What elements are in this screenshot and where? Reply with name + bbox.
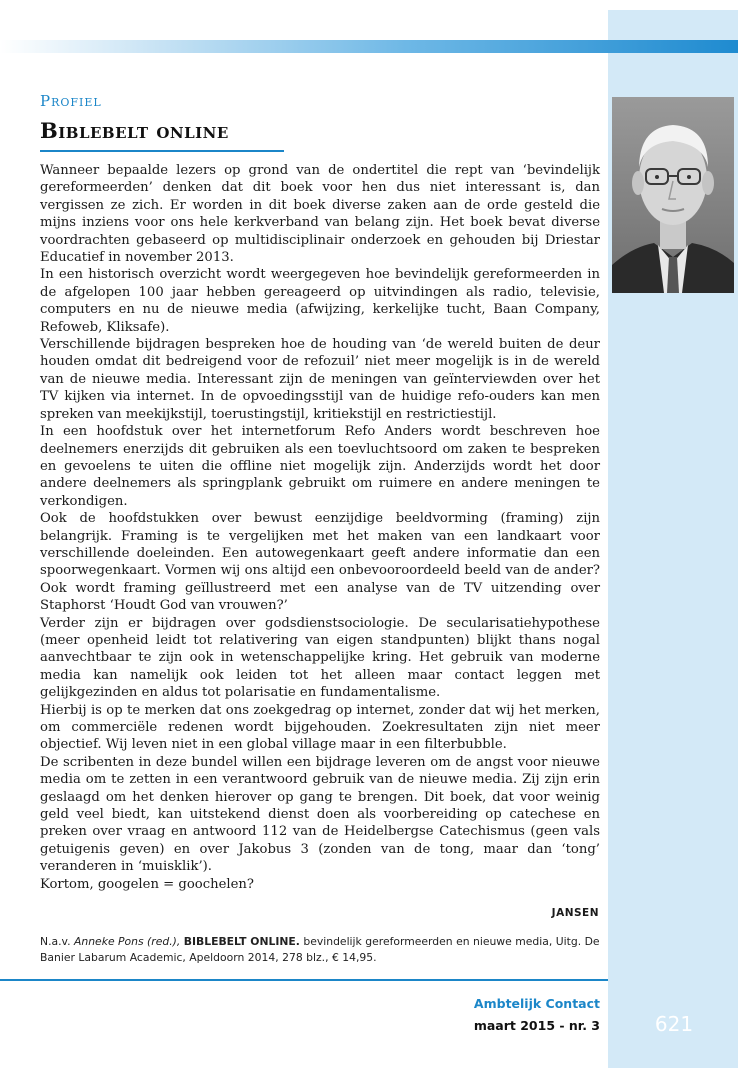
article-paragraph: De scribenten in deze bundel willen een bijdrage leveren om de angst voor nieuwe media om te zetten in een verantwoord gebruik van de nieuwe media. Zij zijn erin geslaagd om het denken hierover op gang te brengen. Dit boek, dat voor weinig geld veel biedt, kan uitstekend dienst doen als voorbereiding op catechese en preken over vraag en antwoord 112 van de Heidelbergse Catechismus (geen vals getuigenis geven) en over Jakobus 3 (zonden van de tong, maar dan ‘tong’ veranderen in ‘muisklik’).	[40, 754, 600, 875]
section-category: Profiel	[40, 92, 102, 110]
reference-book-title: BIBLEBELT ONLINE.	[183, 935, 300, 948]
book-reference	[40, 934, 602, 966]
portrait-icon	[612, 97, 734, 293]
author-signature: JANSEN	[551, 907, 599, 919]
article-paragraph: Verschillende bijdragen bespreken hoe de houding van ‘de wereld buiten de deur houden omdat dit bedreigend voor de refozuil’ niet meer mogelijk is in de wereld van de nieuwe media. Interessant zijn de meningen van geïnterviewden over het TV kijken via internet. In de opvoedingsstijl van de huidige refo-ouders kan men spreken van meekijkstijl, toerustingstijl, kritiekstijl en restrictiestijl.	[40, 337, 600, 422]
reference-editor: Anneke Pons (red.),	[73, 935, 181, 948]
article-paragraph: Wanneer bepaalde lezers op grond van de ondertitel die rept van ‘bevindelijk gereformeerden’ denken dat dit boek voor hen dus niet interessant is, dan vergissen ze zich. Er worden in dit boek diverse zaken aan de orde gesteld die mijns inziens voor ons hele kerkverband van belang zijn. Het boek bevat diverse voordrachten gebaseerd op multidisciplinair onderzoek en gehouden bij Driestar Educatief in november 2013.	[40, 163, 600, 266]
reference-prefix: N.a.v.	[40, 935, 74, 948]
page-number: 621	[654, 1012, 694, 1036]
article-paragraph: Kortom, googelen = goochelen?	[40, 876, 254, 892]
article-paragraph: In een hoofdstuk over het internetforum Refo Anders wordt beschreven hoe deelnemers enerzijds dit gebruiken als een toevluchtsoord om zaken te bespreken en gevoelens te uiten die offline niet mogelijk zijn. Anderzijds wordt het door andere deelnemers als springplank gebruikt om ruimere en andere meningen te verkondigen.	[40, 424, 600, 509]
article-title: Biblebelt online	[40, 118, 229, 143]
article-paragraph: Verder zijn er bijdragen over godsdienstsociologie. De secularisatiehypothese (meer openheid leidt tot relativering van eigen standpunten) blijkt thans nogal aanvechtbaar te zijn ook in wetenschappelijke kring. Het gebruik van moderne media kan namelijk ook leiden tot het alleen maar contact leggen met gelijkgezinden en aldus tot polarisatie en fundamentalisme.	[40, 615, 600, 701]
reference-details: bevindelijk gereformeerden en nieuwe media, Uitg. De Banier Labarum Academic, Apeldoorn 2014, 278 blz., € 14,95.	[40, 935, 600, 964]
issue-info: maart 2015 - nr. 3	[473, 1018, 600, 1033]
article-body	[40, 162, 600, 893]
article-paragraph: Hierbij is op te merken dat ons zoekgedrag op internet, zonder dat wij het merken, om commerciële redenen wordt bijgehouden. Zoekresultaten zijn niet meer objectief. Wij leven niet in een global village maar in een filterbubble.	[40, 702, 600, 753]
journal-name: Ambtelijk Contact	[473, 996, 600, 1011]
article-paragraph: Ook de hoofdstukken over bewust eenzijdige beeldvorming (framing) zijn belangrijk. Framing is te vergelijken met het maken van een landkaart voor verschillende doeleinden. Een autowegenkaart geeft andere informatie dan een spoorwegenkaart. Vormen wij ons altijd een onbevooroordeeld beeld van de ander? Ook wordt framing geïllustreerd met een analyse van de TV uitzending over Staphorst ‘Houdt God van vrouwen?’	[40, 511, 600, 614]
author-portrait-photo	[612, 97, 734, 293]
header-gradient-bar	[0, 40, 738, 53]
title-underline	[40, 150, 284, 152]
footer-rule	[0, 979, 608, 981]
article-paragraph: In een historisch overzicht wordt weergegeven hoe bevindelijk gereformeerden in de afgelopen 100 jaar hebben gereageerd op uitvindingen als radio, televisie, computers en nu de nieuwe media (afwijzing, kerkelijke tucht, Baan Company, Refoweb, Kliksafe).	[40, 267, 600, 335]
